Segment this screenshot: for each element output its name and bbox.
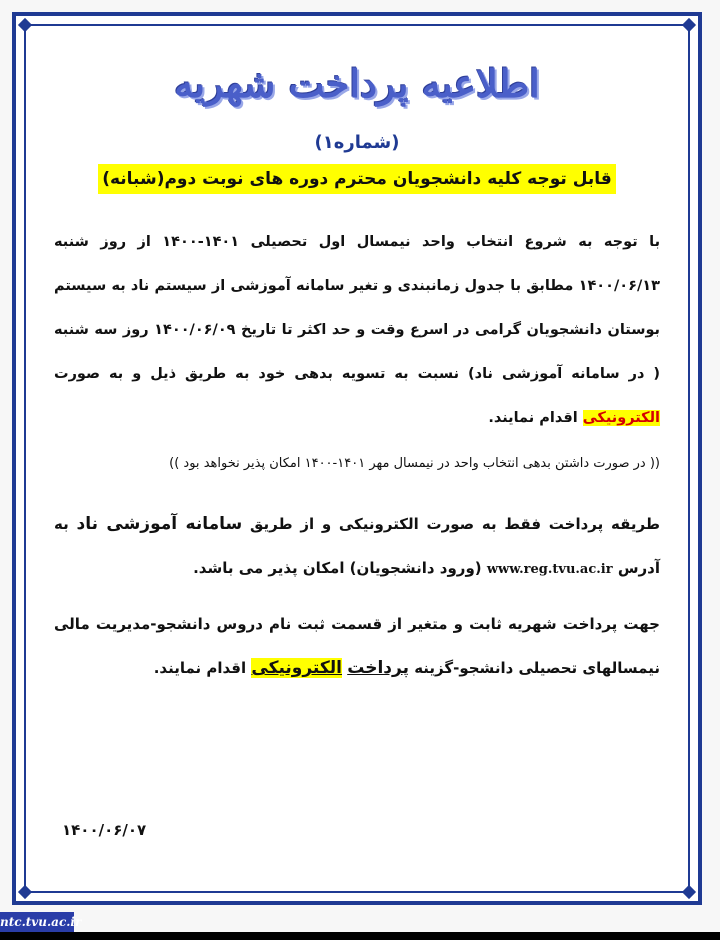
highlight-electronic: الکترونیکی (251, 658, 342, 678)
debt-note: (( در صورت داشتن بدهی انتخاب واحد در نیمسال مهر ۱۴۰۱-۱۴۰۰ امکان پذیر نخواهد بود )) (169, 456, 660, 471)
corner-ornament (682, 885, 696, 899)
registration-url[interactable]: www.reg.tvu.ac.ir (486, 562, 613, 577)
document-frame (12, 12, 702, 905)
system-name: سامانه آموزشی ناد (76, 514, 243, 534)
highlight-electronic: الکترونیکی (582, 410, 660, 426)
site-watermark: ntc.tvu.ac.ir (0, 912, 74, 932)
corner-ornament (18, 885, 32, 899)
paragraph-text: جهت پرداخت شهریه ثابت و متغیر از قسمت ثبت نام دروس دانشجو-مدیریت مالی نیمسالهای تحصیلی دانشجو-گزینه (54, 615, 660, 677)
announcement-subtitle: قابل توجه کلیه دانشجویان محترم دوره های نوبت دوم(شبانه) (98, 164, 616, 194)
bottom-band (0, 932, 720, 940)
corner-ornament (18, 18, 32, 32)
paragraph-text: اقدام نمایند. (488, 410, 578, 426)
paragraph-text: با توجه به شروع انتخاب واحد نیمسال اول تحصیلی ۱۴۰۱-۱۴۰۰ از روز شنبه ۱۴۰۰/۰۶/۱۳ مطابق با جدول زمانبندی و تغیر سامانه آموزشی از سیستم ناد به سیستم بوستان دانشجویان گرامی در اسرع وقت و حد اکثر تا تاریخ ۱۴۰۰/۰۶/۰۹ روز سه شنبه ( در سامانه آموزشی ناد) نسبت به تسویه بدهی خود به طریق ذیل و به صورت (54, 234, 661, 382)
payment-option: پرداخت (347, 658, 409, 678)
paragraph-text: طریقه پرداخت فقط به صورت الکترونیکی و از طریق (249, 515, 660, 533)
page-title: اطلاعیه پرداخت شهریه (174, 61, 540, 106)
paragraph-text: به آدرس (54, 515, 660, 577)
paragraph-selection-deadline (54, 220, 660, 440)
document-body (54, 54, 660, 871)
announcement-number: (شماره۱) (314, 132, 400, 153)
paragraph-text: اقدام نمایند. (153, 659, 247, 677)
paragraph-payment-method (54, 502, 660, 592)
corner-ornament (682, 18, 696, 32)
paragraph-payment-steps (54, 602, 660, 690)
announcement-date: ۱۴۰۰/۰۶/۰۷ (62, 821, 147, 839)
paragraph-text: (ورود دانشجویان) امکان پذیر می باشد. (193, 559, 482, 577)
